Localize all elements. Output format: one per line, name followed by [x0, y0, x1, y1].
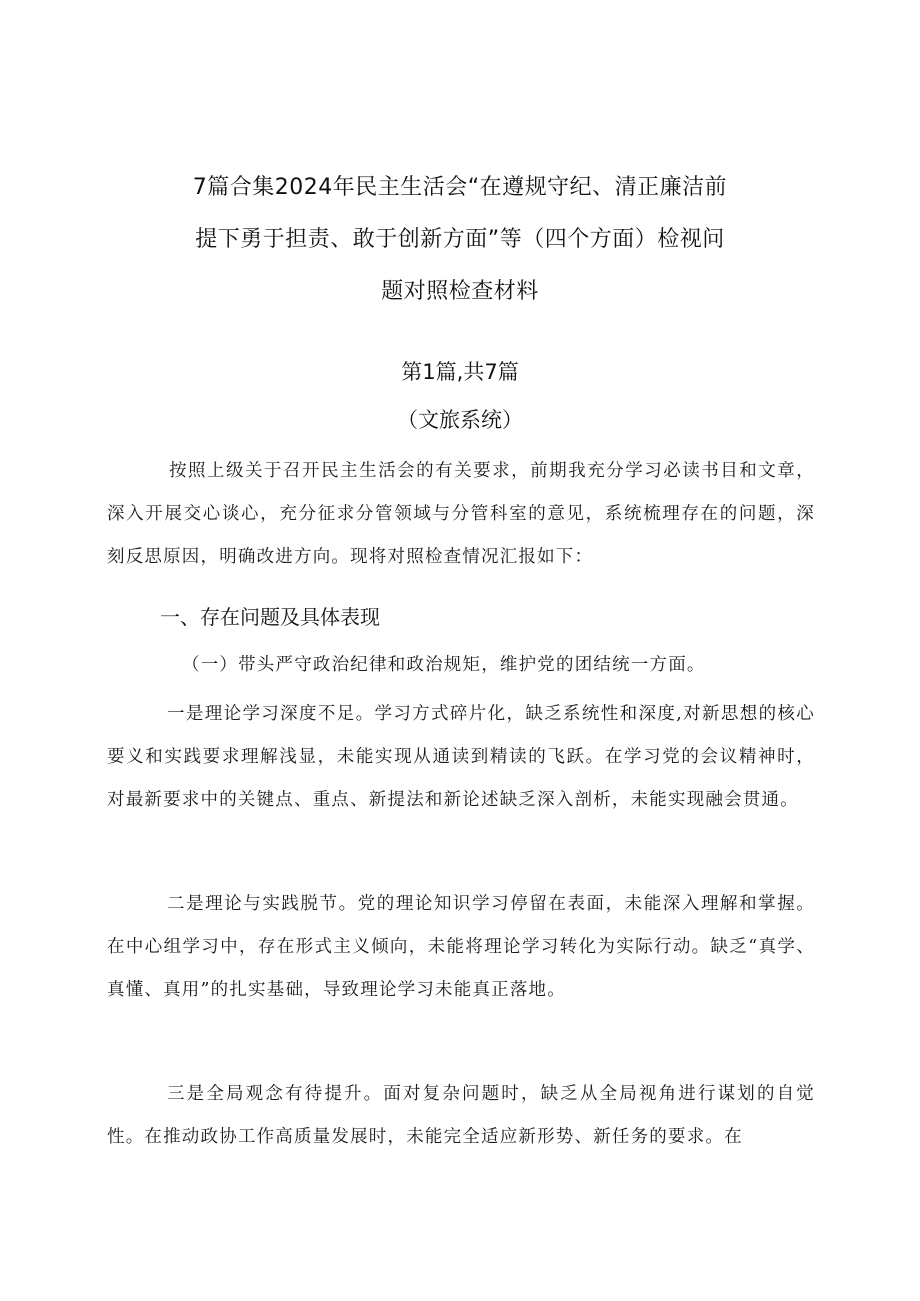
title-line-3: 题对照检查材料: [381, 279, 539, 304]
document-subtitle: （文旅系统）: [397, 408, 523, 432]
paragraph-1: 一是理论学习深度不足。学习方式碎片化，缺乏系统性和深度,对新思想的核心要义和实践要求理解浅显，未能实现从通读到精读的飞跃。在学习党的会议精神时，对最新要求中的关键点、重点、新提法和新论述缺乏深入剖析，未能实现融会贯通。: [107, 704, 815, 810]
title-line-2: 提下勇于担责、敢于创新方面”等（四个方面）检视问: [195, 227, 725, 252]
part-label: 第1篇,共7篇: [401, 360, 519, 384]
section-heading: 一、存在问题及具体表现: [160, 605, 380, 629]
document-title: [120, 162, 800, 318]
sub-heading: （一）带头严守政治纪律和政治规矩，维护党的团结统一方面。: [182, 655, 706, 675]
intro-paragraph: 按照上级关于召开民主生活会的有关要求，前期我充分学习必读书目和文章，深入开展交心谈心，充分征求分管领域与分管科室的意见，系统梳理存在的问题，深刻反思原因，明确改进方向。现将对照检查情况汇报如下：: [107, 461, 815, 567]
paragraph-3: 三是全局观念有待提升。面对复杂问题时，缺乏从全局视角进行谋划的自觉性。在推动政协工作高质量发展时，未能完全适应新形势、新任务的要求。在: [107, 1084, 815, 1147]
paragraph-2: 二是理论与实践脱节。党的理论知识学习停留在表面，未能深入理解和掌握。在中心组学习中，存在形式主义倾向，未能将理论学习转化为实际行动。缺乏“真学、真懂、真用”的扎实基础，导致理论学习未能真正落地。: [107, 894, 815, 1000]
title-line-1: 7篇合集2024年民主生活会“在遵规守纪、清正廉洁前: [192, 175, 728, 200]
